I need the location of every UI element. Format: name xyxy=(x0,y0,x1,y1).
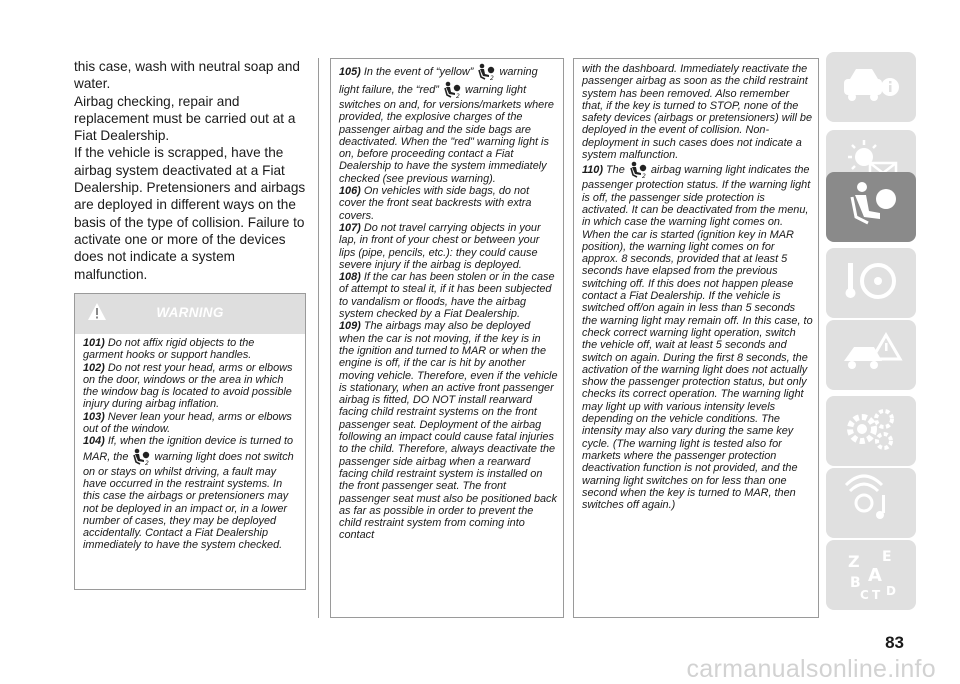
car-info-icon xyxy=(838,57,904,118)
index-letter: C xyxy=(860,587,869,601)
note-102: 102) Do not rest your head, arms or elbows on the door, windows or the area in which the window bag is located to avoid possible injury during airbag inflation. xyxy=(83,361,293,411)
airbag-warning-icon xyxy=(131,448,151,466)
media-icon xyxy=(838,473,904,534)
index-letter: T xyxy=(872,587,881,601)
airbag-warning-icon xyxy=(628,161,648,179)
notes-column-2 xyxy=(330,58,564,618)
airbag-warning-icon xyxy=(442,81,462,99)
seat-safety-icon xyxy=(838,177,904,238)
note-109-continued: with the dashboard. Immediately reactivate the passenger airbag as soon as the child restraint system has been removed. Also remember that, if the key is turned to STOP, none of the safety devices (airbags or pretensioners) will be deployed in the event of collision. Non-deployment in such cases does not indicate a system malfunction. xyxy=(582,63,813,162)
index-letter: Z xyxy=(848,551,860,571)
page-number: 83 xyxy=(885,633,904,652)
column-divider xyxy=(318,58,319,618)
tab-seat-safety[interactable] xyxy=(826,172,916,242)
svg-text:2: 2 xyxy=(145,459,150,466)
paragraph: Airbag checking, repair and replacement must be carried out at a Fiat Dealership. xyxy=(74,93,296,144)
note-109: 109) The airbags may also be deployed when the car is not moving, if the key is in the ignition and turned to MAR or when the engine is off, if the car is hit by another moving vehicle. Therefore, even if the vehicle is stationary, when an active front passenger airbag is fitted, DO NOT install rearward facing child restraint systems on the front passenger seat. Deployment of the airbag following an impact could cause fatal injuries to the child. Therefore, always deactivate the passenger side airbag when a rearward facing child restraint system is installed on the front passenger seat. The front passenger seat must also be positioned back as far as possible in order to prevent the child restraint system from coming into contact xyxy=(339,320,558,542)
tab-media[interactable] xyxy=(826,468,916,538)
note-108: 108) If the car has been stolen or in the case of attempt to steal it, if it has been subjected to vandalism or floods, have the airbag system checked by a Fiat Dealership. xyxy=(339,271,555,321)
note-104: 104) If, when the ignition device is turned to MAR, the 2 warning light does not switch on or stays on whilst driving, a fault may have occurred in the restraint systems. In this case the airbags or pretensioners may not be deployed in an impact or, in a lower number of cases, they may be deployed accidentally. Contact a Fiat Dealership immediately to have the system checked. xyxy=(83,435,294,552)
paragraph: If the vehicle is scrapped, have the airbag system deactivated at a Fiat Dealership. Pretensioners and airbags are deployed in different ways on the basis of the type of collision. Failure to activate one or more of the devices does not indicate a system malfunction. xyxy=(74,145,306,282)
tab-car-info[interactable] xyxy=(826,52,916,122)
paragraph: this case, wash with neutral soap and water. xyxy=(74,59,300,92)
index-letter: B xyxy=(850,574,861,591)
wheel-key-icon xyxy=(838,253,904,314)
watermark: carmanualsonline.info xyxy=(686,655,936,683)
warning-title: WARNING xyxy=(156,305,224,320)
note-106: 106) On vehicles with side bags, do not cover the front seat backrests with extra covers. xyxy=(339,185,532,222)
index-icon xyxy=(838,545,904,606)
notes-column-3 xyxy=(573,58,819,618)
note-103: 103) Never lean your head, arms or elbows out of the window. xyxy=(83,410,292,436)
note-110: 110) The 2 airbag warning light indicates the passenger protection status. If the warning light is off, the passenger side protection is activated. It can be deactivated from the menu, in which case the warning light comes on. When the car is started (ignition key in MAR position), the warning light comes on for approx. 8 seconds, provided that at least 5 seconds have elapsed from the previous switching off. If this does not happen please contact a Fiat Dealership. If the vehicle is switched off/on again in less than 5 seconds the warning light may remain off. In this case, to check correct warning light operation, switch the vehicle off, wait at least 5 seconds and switch on again. During the first 8 seconds, the activation of the warning light does not actually show the passenger protection status, but only checks its correct operation. The warning light may light up with various intensity levels depending on the vehicle conditions. The intensity may also vary during the same key cycle. (The warning light is tested also for markets where the passenger protection deactivation function is not provided, and the warning light switches on for less than one second when the key is turned to MAR, then switches off again.) xyxy=(582,161,813,511)
tab-gear-service[interactable] xyxy=(826,396,916,466)
body-text-column xyxy=(74,58,306,283)
svg-text:2: 2 xyxy=(490,75,495,81)
svg-text:2: 2 xyxy=(641,173,646,180)
gear-service-icon xyxy=(838,401,904,462)
tab-wheel-key[interactable] xyxy=(826,248,916,318)
note-107: 107) Do not travel carrying objects in your lap, in front of your chest or between your lips (pipe, pencils, etc.): they could cause severe injury if the airbag is deployed. xyxy=(339,221,541,271)
index-letter: A xyxy=(868,564,882,586)
warning-header xyxy=(75,294,305,334)
tab-road-hazard[interactable] xyxy=(826,320,916,390)
tab-index[interactable] xyxy=(826,540,916,610)
road-hazard-icon xyxy=(838,325,904,386)
index-letter: E xyxy=(882,548,892,565)
svg-text:2: 2 xyxy=(455,93,460,99)
note-105: 105) In the event of “yellow” 2 warning light failure, the “red” 2 warning light switches on and, for versions/markets where provided, the explosive charges of the passenger airbag and the side bags are deactivated. When the "red" warning light is on, before proceeding contact a Fiat Dealership to have the system immediately checked (see previous warning). xyxy=(339,63,558,185)
airbag-warning-icon xyxy=(476,63,496,81)
index-letter: D xyxy=(886,583,896,598)
warning-box xyxy=(74,293,306,590)
note-101: 101) Do not affix rigid objects to the garment hooks or support handles. xyxy=(83,337,255,362)
warning-notes xyxy=(75,334,305,552)
